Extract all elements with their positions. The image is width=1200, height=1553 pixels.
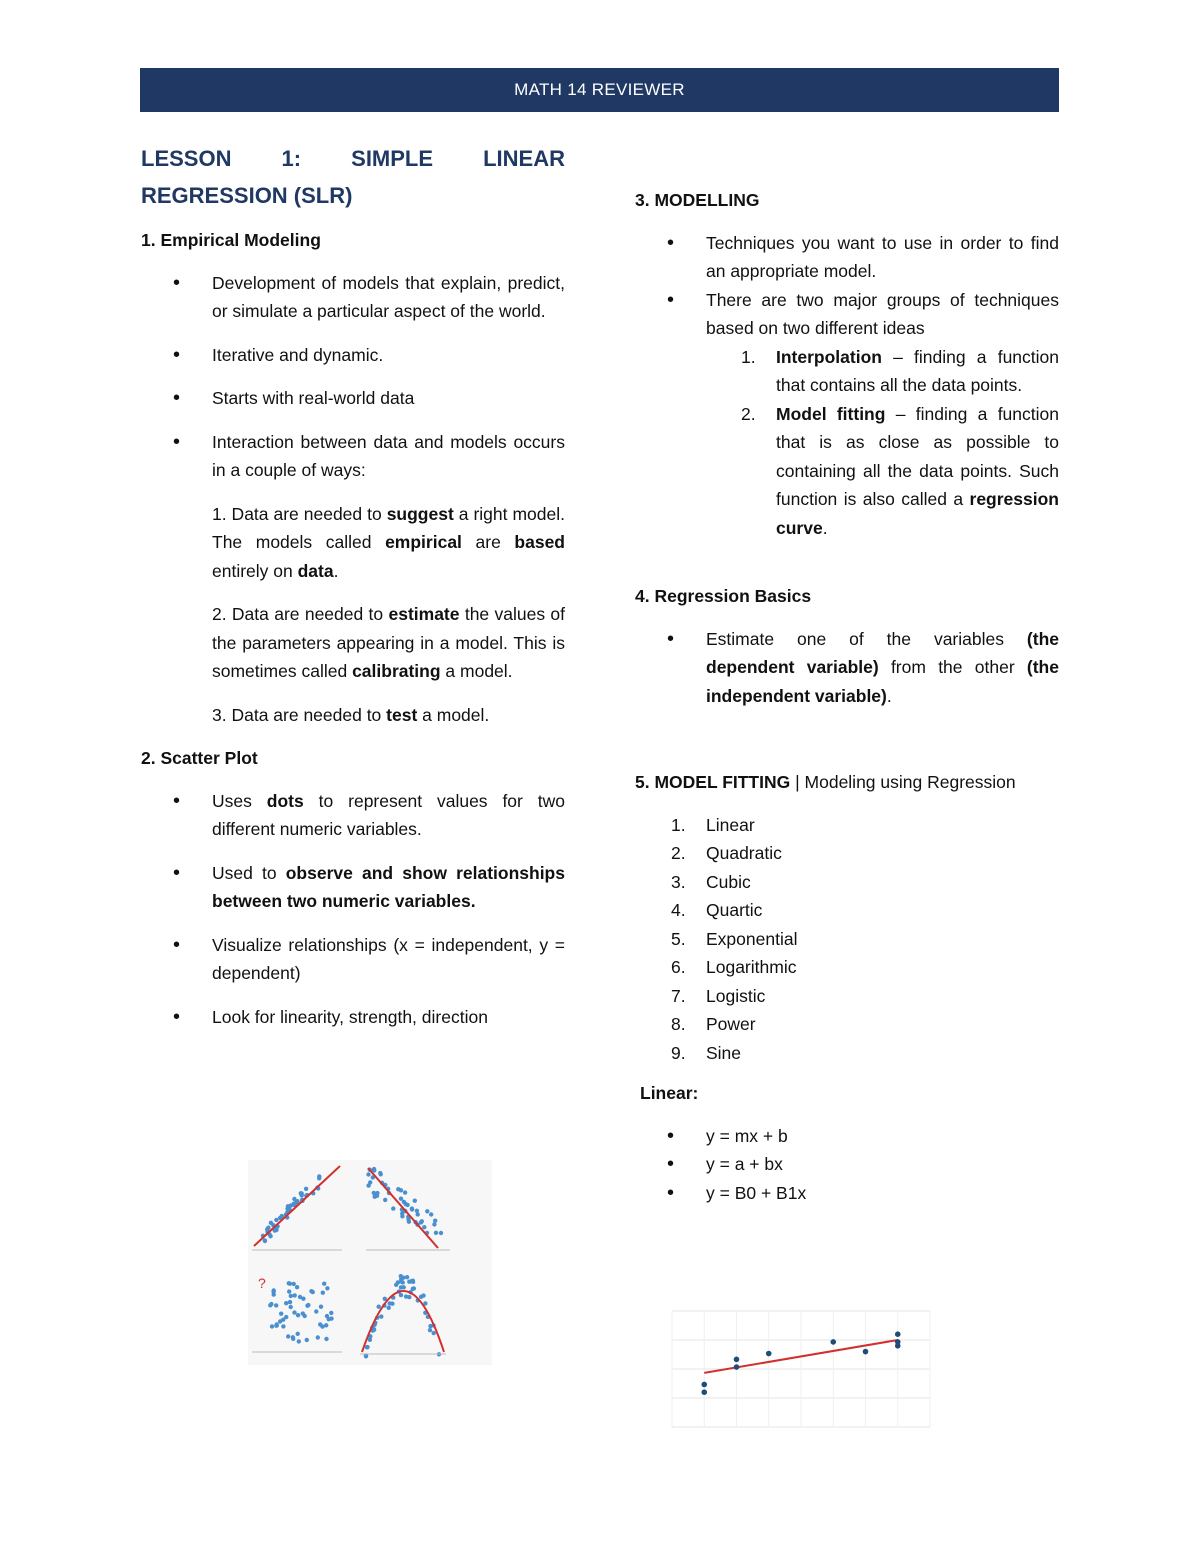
- scatter-dot: [399, 1188, 403, 1192]
- scatter-dot: [399, 1285, 403, 1289]
- scatter-dot: [400, 1214, 404, 1218]
- scatter-dot: [287, 1289, 291, 1293]
- data-point: [895, 1343, 901, 1349]
- scatter-dot: [375, 1194, 379, 1198]
- scatter-dot: [279, 1312, 283, 1316]
- data-point: [863, 1349, 869, 1355]
- interaction-item-1: [141, 500, 565, 586]
- scatter-dot: [325, 1286, 329, 1290]
- section-scatter-plot-title: 2. Scatter Plot: [141, 748, 258, 768]
- scatter-dot: [281, 1324, 285, 1328]
- list-item: [141, 787, 565, 844]
- list-item: [635, 1010, 1059, 1039]
- linear-equations-list: [635, 1122, 1059, 1208]
- scatter-dot: [306, 1303, 310, 1307]
- text: Used to: [212, 862, 286, 883]
- scatter-dot: [409, 1279, 413, 1283]
- scatter-dot: [316, 1335, 320, 1339]
- scatter-dot: [266, 1226, 270, 1230]
- equation-item: • y = B0 + B1x: [635, 1179, 1059, 1208]
- list-item: [635, 343, 1059, 400]
- item-number: 6.: [671, 957, 686, 977]
- emphasis: test: [386, 704, 418, 725]
- scatter-dot: [304, 1187, 308, 1191]
- text: are: [461, 532, 515, 552]
- banner-title: MATH 14 REVIEWER: [514, 80, 685, 99]
- scatter-dot: [399, 1293, 403, 1297]
- text: a right model. The models called: [212, 503, 566, 552]
- scatter-dot: [291, 1335, 295, 1339]
- scatter-dot: [432, 1331, 436, 1335]
- scatter-dot: [368, 1180, 372, 1184]
- scatter-dot: [272, 1288, 276, 1292]
- scatter-dot: [270, 1324, 274, 1328]
- item-number: 7.: [671, 985, 686, 1006]
- item-number: 1.: [671, 814, 686, 835]
- scatter-dot: [365, 1345, 369, 1349]
- list-item: [635, 625, 1059, 711]
- scatter-dot: [419, 1295, 423, 1299]
- model-label: Quadratic: [706, 843, 782, 863]
- scatter-dot: [425, 1209, 429, 1213]
- scatter-dot: [301, 1297, 305, 1301]
- text: the values of the parameters appearing in a model. This is sometimes called: [212, 604, 565, 681]
- list-item: [635, 1039, 1059, 1068]
- emphasis: (the independent variable): [706, 657, 1059, 706]
- scatter-dot: [366, 1172, 370, 1176]
- scatter-dot: [404, 1202, 408, 1206]
- scatter-dot: [317, 1176, 321, 1180]
- list-item: • Iterative and dynamic.: [141, 341, 565, 370]
- scatter-dot: [292, 1310, 296, 1314]
- list-item: • Development of models that explain, predict, or simulate a particular aspect of the world.: [141, 269, 565, 326]
- scatter-dot: [420, 1219, 424, 1223]
- emphasis: based: [514, 532, 565, 552]
- scatter-dot: [286, 1204, 290, 1208]
- scatter-dot: [378, 1171, 382, 1175]
- list-item: • Starts with real-world data: [141, 384, 565, 413]
- scatter-dot: [300, 1193, 304, 1197]
- emphasis: dots: [266, 790, 304, 811]
- scatter-dot: [274, 1228, 278, 1232]
- emphasis: data: [297, 560, 334, 581]
- scatter-dot: [321, 1291, 325, 1295]
- scatter-dot: [433, 1219, 437, 1223]
- scatter-dot: [268, 1303, 272, 1307]
- lesson-title: LESSON 1: SIMPLE LINEAR REGRESSION (SLR): [141, 146, 565, 208]
- scatter-dot: [296, 1313, 300, 1317]
- section-regression-basics-title: 4. Regression Basics: [635, 586, 812, 606]
- item-number: 1.: [741, 346, 756, 367]
- model-types-list: [635, 811, 1059, 1068]
- emphasis: calibrating: [352, 661, 441, 681]
- scatter-dot: [432, 1222, 436, 1226]
- list-item: [635, 953, 1059, 982]
- scatter-dot: [377, 1305, 381, 1309]
- linear-regression-chart: [650, 1303, 942, 1441]
- scatter-dot: [399, 1197, 403, 1201]
- question-mark-label: ?: [258, 1275, 266, 1291]
- scatter-dot: [399, 1274, 403, 1278]
- interaction-item-2: [141, 600, 565, 686]
- text: – finding a function that contains all the data points.: [776, 346, 1059, 395]
- emphasis: Interpolation: [776, 346, 882, 367]
- text: Uses: [212, 790, 267, 811]
- emphasis: estimate: [388, 604, 460, 624]
- scatter-dot: [296, 1332, 300, 1336]
- equation-item: • y = mx + b: [635, 1122, 1059, 1151]
- model-label: Quartic: [706, 900, 763, 920]
- scatter-dot: [329, 1316, 333, 1320]
- model-label: Power: [706, 1014, 756, 1034]
- scatter-dot: [284, 1315, 288, 1319]
- scatter-dot: [289, 1305, 293, 1309]
- scatter-dot: [292, 1197, 296, 1201]
- list-item: [635, 868, 1059, 897]
- text: Estimate one of the variables: [706, 628, 1027, 649]
- scatter-dot: [288, 1282, 292, 1286]
- scatter-dot: [404, 1294, 408, 1298]
- scatter-dot: [415, 1209, 419, 1213]
- empirical-modeling-list: [141, 269, 565, 485]
- text: 5. MODEL FITTING: [635, 772, 791, 792]
- scatter-dot: [286, 1334, 290, 1338]
- scatter-dot: [411, 1287, 415, 1291]
- scatter-dot: [429, 1212, 433, 1216]
- scatter-dot: [297, 1339, 301, 1343]
- section-empirical-modeling-title: 1. Empirical Modeling: [141, 230, 321, 250]
- technique-groups-list: [635, 343, 1059, 543]
- scatter-dot: [439, 1231, 443, 1235]
- scatter-dot: [320, 1324, 324, 1328]
- item-number: 9.: [671, 1042, 686, 1063]
- model-label: Logistic: [706, 985, 766, 1006]
- scatter-dot: [379, 1314, 383, 1318]
- right-column: [635, 186, 1059, 1207]
- modelling-list: [635, 229, 1059, 343]
- scatter-dot: [407, 1220, 411, 1224]
- data-point: [701, 1389, 707, 1395]
- scatter-dot: [295, 1285, 299, 1289]
- scatter-dot: [387, 1306, 391, 1310]
- item-number: 2.: [741, 403, 756, 424]
- item-number: 8.: [671, 1014, 686, 1034]
- scatter-dot: [322, 1282, 326, 1286]
- model-label: Sine: [706, 1042, 742, 1063]
- scatter-dot: [289, 1294, 293, 1298]
- scatter-dot: [272, 1292, 276, 1296]
- scatter-dot: [311, 1290, 315, 1294]
- scatter-dot: [391, 1206, 395, 1210]
- scatter-dot: [263, 1239, 267, 1243]
- list-item: • Interaction between data and models occurs in a couple of ways:: [141, 428, 565, 485]
- scatter-dot: [422, 1225, 426, 1229]
- scatter-dot: [288, 1300, 292, 1304]
- emphasis: suggest: [386, 503, 454, 524]
- data-point: [734, 1357, 740, 1363]
- text: .: [822, 517, 828, 538]
- list-item: [141, 859, 565, 916]
- emphasis: regression curve: [776, 489, 1059, 538]
- emphasis: Model fitting: [776, 403, 886, 424]
- scatter-dot: [394, 1283, 398, 1287]
- scatter-examples-figure: [248, 1160, 492, 1365]
- item-number: 4.: [671, 900, 686, 920]
- scatter-dot: [293, 1293, 297, 1297]
- scatter-plot-list: [141, 787, 565, 1032]
- text: from the other: [878, 657, 1027, 677]
- scatter-dot: [413, 1199, 417, 1203]
- scatter-dot: [434, 1231, 438, 1235]
- scatter-dot: [301, 1311, 305, 1315]
- text: to represent values for two different numeric variables.: [212, 790, 566, 839]
- model-label: Logarithmic: [706, 957, 797, 977]
- data-point: [701, 1382, 707, 1388]
- list-item: [635, 982, 1059, 1011]
- text: entirely on: [212, 560, 298, 581]
- text: – finding a function that is as close as possible to containing all the data points. Such function is also called a: [776, 403, 1059, 509]
- scatter-dot: [405, 1275, 409, 1279]
- list-item: • Techniques you want to use in order to find an appropriate model.: [635, 229, 1059, 286]
- text: | Modeling using Regression: [790, 772, 1016, 792]
- list-item: • Look for linearity, strength, direction: [141, 1003, 565, 1032]
- left-column: [141, 140, 565, 1046]
- scatter-dot: [284, 1301, 288, 1305]
- interaction-item-3: [141, 701, 565, 730]
- scatter-dot: [319, 1305, 323, 1309]
- data-point: [830, 1339, 836, 1345]
- list-item: • There are two major groups of techniques based on two different ideas: [635, 286, 1059, 343]
- equation-item: • y = a + bx: [635, 1150, 1059, 1179]
- list-item: [635, 925, 1059, 954]
- section-model-fitting-title: [635, 768, 1059, 797]
- model-label: Linear: [706, 814, 755, 835]
- scatter-dot: [275, 1322, 279, 1326]
- header-banner: [140, 68, 1059, 112]
- list-item: [635, 400, 1059, 543]
- list-item: [635, 839, 1059, 868]
- text: .: [333, 560, 339, 581]
- item-number: 2.: [671, 843, 686, 863]
- scatter-dot: [292, 1282, 296, 1286]
- scatter-dot: [274, 1218, 278, 1222]
- scatter-dot: [383, 1198, 387, 1202]
- scatter-dot: [314, 1309, 318, 1313]
- model-label: Exponential: [706, 928, 798, 949]
- list-item: • Visualize relationships (x = independent, y = dependent): [141, 931, 565, 988]
- emphasis: (the dependent variable): [706, 628, 1059, 677]
- emphasis: empirical: [385, 532, 462, 552]
- scatter-dot: [388, 1301, 392, 1305]
- text: a model.: [417, 704, 490, 725]
- scatter-dot: [329, 1311, 333, 1315]
- list-item: [635, 896, 1059, 925]
- text: a model.: [440, 661, 513, 681]
- emphasis: observe and show relationships between two numeric variables.: [212, 862, 565, 911]
- regression-basics-list: [635, 625, 1059, 711]
- text: 2. Data are needed to: [212, 604, 389, 624]
- item-number: 3.: [671, 871, 686, 892]
- scatter-dot: [410, 1207, 414, 1211]
- scatter-dot: [305, 1338, 309, 1342]
- scatter-dot: [324, 1337, 328, 1341]
- section-modelling-title: 3. MODELLING: [635, 190, 760, 210]
- item-number: 5.: [671, 928, 686, 949]
- scatter-dot: [428, 1328, 432, 1332]
- linear-heading: Linear:: [640, 1083, 699, 1103]
- list-item: [635, 811, 1059, 840]
- text: 3. Data are needed to: [212, 704, 387, 725]
- scatter-dot: [403, 1190, 407, 1194]
- model-label: Cubic: [706, 871, 751, 892]
- text: .: [886, 685, 892, 706]
- data-point: [766, 1351, 772, 1357]
- data-point: [895, 1331, 901, 1337]
- text: 1. Data are needed to: [212, 503, 387, 524]
- scatter-dot: [428, 1324, 432, 1328]
- scatter-dot: [274, 1303, 278, 1307]
- data-point: [734, 1364, 740, 1370]
